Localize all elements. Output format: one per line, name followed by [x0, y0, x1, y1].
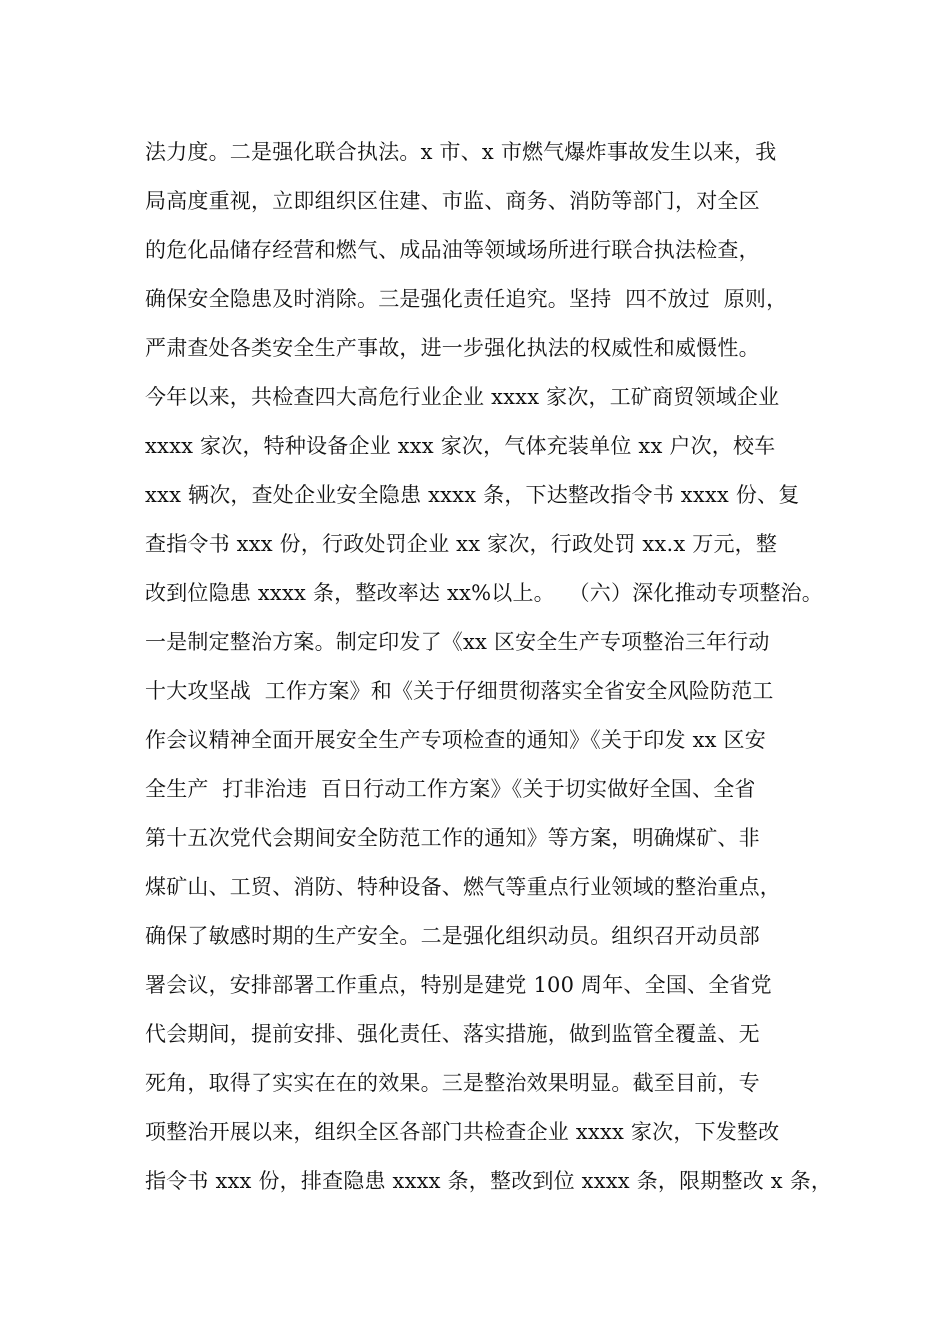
text-line: 全生产 打非治违 百日行动工作方案》《关于切实做好全国、全省: [145, 777, 756, 801]
text-line: 法力度。二是强化联合执法。x 市、x 市燃气爆炸事故发生以来，我: [145, 140, 777, 164]
text-line: 十大攻坚战 工作方案》和《关于仔细贯彻落实全省安全风险防范工: [145, 679, 774, 703]
text-line: 死角，取得了实实在在的效果。三是整治效果明显。截至目前，专: [145, 1071, 760, 1095]
text-line: 一是制定整治方案。制定印发了《xx 区安全生产专项整治三年行动: [145, 630, 770, 654]
text-line: 项整治开展以来，组织全区各部门共检查企业 xxxx 家次，下发整改: [145, 1120, 780, 1144]
text-line: 确保了敏感时期的生产安全。二是强化组织动员。组织召开动员部: [145, 924, 760, 948]
text-line: 指令书 xxx 份，排查隐患 xxxx 条，整改到位 xxxx 条，限期整改 x 条，: [145, 1169, 833, 1193]
text-line: 确保安全隐患及时消除。三是强化责任追究。坚持 四不放过 原则，: [145, 287, 788, 311]
text-line: 煤矿山、工贸、消防、特种设备、燃气等重点行业领域的整治重点，: [145, 875, 781, 899]
text-line: 作会议精神全面开展安全生产专项检查的通知》《关于印发 xx 区安: [145, 728, 766, 752]
text-line: 署会议，安排部署工作重点，特别是建党 100 周年、全国、全省党: [145, 973, 772, 997]
text-line: 的危化品储存经营和燃气、成品油等领域场所进行联合执法检查，: [145, 238, 760, 262]
body-text: [145, 134, 835, 1212]
text-line: 局高度重视，立即组织区住建、市监、商务、消防等部门，对全区: [145, 189, 760, 213]
text-line: xxxx 家次，特种设备企业 xxx 家次，气体充装单位 xx 户次，校车: [145, 434, 776, 458]
text-line: 第十五次党代会期间安全防范工作的通知》等方案，明确煤矿、非: [145, 826, 760, 850]
text-line: 改到位隐患 xxxx 条，整改率达 xx%以上。 （六）深化推动专项整治。: [145, 581, 823, 605]
text-line: 代会期间，提前安排、强化责任、落实措施，做到监管全覆盖、无: [145, 1022, 760, 1046]
text-line: 查指令书 xxx 份，行政处罚企业 xx 家次，行政处罚 xx.x 万元，整: [145, 532, 778, 556]
text-line: 严肃查处各类安全生产事故，进一步强化执法的权威性和威慑性。: [145, 336, 760, 360]
text-line: 今年以来，共检查四大高危行业企业 xxxx 家次，工矿商贸领域企业: [145, 385, 780, 409]
text-line: xxx 辆次，查处企业安全隐患 xxxx 条，下达整改指令书 xxxx 份、复: [145, 483, 800, 507]
